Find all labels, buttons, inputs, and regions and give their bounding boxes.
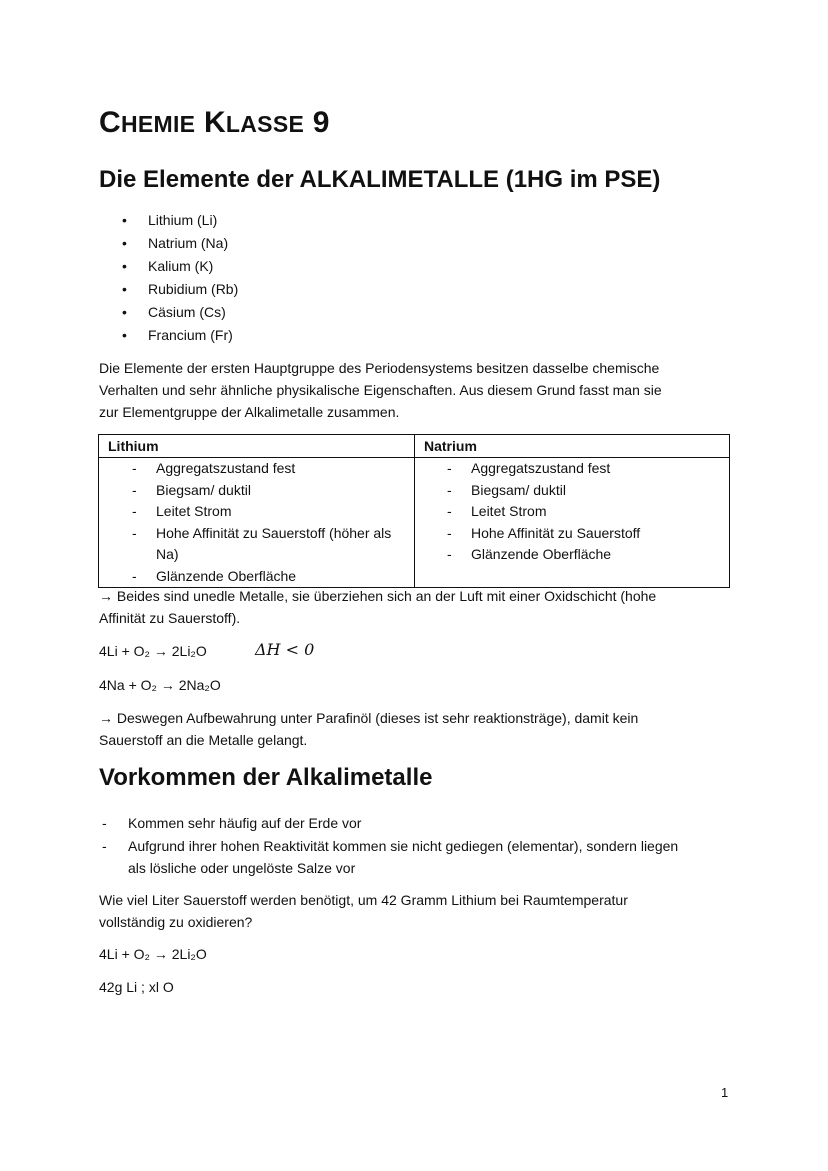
- paragraph-line: Verhalten und sehr ähnliche physikalische Eigenschaften. Aus diesem Grund fasst man sie: [99, 382, 662, 398]
- bullet-icon: •: [122, 304, 127, 320]
- header-lithium: Lithium: [99, 435, 415, 458]
- element-list: [122, 209, 238, 347]
- header-natrium: Natrium: [415, 435, 730, 458]
- lithium-property-list: [99, 458, 414, 587]
- dash-icon: -: [447, 503, 452, 519]
- title-word-klasse-rest: LASSE: [225, 111, 305, 137]
- element-label: Natrium (Na): [148, 235, 229, 251]
- element-label: Cäsium (Cs): [148, 304, 226, 320]
- dash-icon: -: [132, 567, 137, 584]
- dash-icon: -: [447, 524, 452, 541]
- dash-icon: -: [132, 503, 137, 519]
- paragraph-line: Sauerstoff an die Metalle gelangt.: [99, 732, 308, 748]
- dash-icon: -: [132, 460, 137, 476]
- list-item: [122, 255, 238, 278]
- list-item: [415, 544, 729, 566]
- list-item: [99, 458, 414, 480]
- list-item: [99, 480, 414, 502]
- heading-alkalimetalle: Die Elemente der ALKALIMETALLE (1HG im PSE): [99, 166, 661, 193]
- list-item: [99, 812, 699, 835]
- bullet-icon: •: [122, 235, 127, 251]
- bullet-icon: •: [122, 258, 127, 274]
- property-label: Biegsam/ duktil: [471, 481, 566, 498]
- list-item: [99, 523, 414, 566]
- paragraph-line: Die Elemente der ersten Hauptgruppe des Periodensystems besitzen dasselbe chemische: [99, 360, 660, 376]
- given-values: 42g Li ; xl O: [99, 979, 174, 995]
- element-label: Rubidium (Rb): [148, 281, 239, 297]
- list-item: [122, 232, 238, 255]
- page-number: 1: [721, 1085, 729, 1100]
- vorkommen-label: Kommen sehr häufig auf der Erde vor: [128, 815, 362, 831]
- comparison-table: [98, 434, 730, 588]
- property-label: Leitet Strom: [156, 503, 232, 519]
- list-item: [122, 278, 238, 301]
- list-item: [99, 501, 414, 523]
- title-initial-k: K: [203, 106, 226, 139]
- dash-icon: -: [102, 837, 107, 854]
- list-item: [122, 301, 238, 324]
- paragraph-line: Wie viel Liter Sauerstoff werden benötigt, um 42 Gramm Lithium bei Raumtemperatur: [99, 892, 628, 908]
- equation-question: 4Li + O₂ → 2Li₂O: [99, 946, 207, 962]
- list-item: [415, 501, 729, 523]
- enthalpy-expression: ΔH < 0: [255, 640, 315, 659]
- list-item: [415, 480, 729, 502]
- property-label: Aggregatszustand fest: [471, 460, 611, 476]
- oxide-note: [99, 585, 656, 629]
- property-label: Hohe Affinität zu Sauerstoff: [471, 524, 641, 541]
- list-item: [99, 566, 414, 588]
- dash-icon: -: [102, 815, 107, 831]
- storage-note: [99, 707, 638, 751]
- bullet-icon: •: [122, 327, 127, 343]
- element-label: Lithium (Li): [148, 212, 218, 228]
- list-item: [415, 458, 729, 480]
- bullet-icon: •: [122, 212, 127, 228]
- list-item: [122, 324, 238, 347]
- table-header-row: [99, 435, 730, 458]
- list-item: [415, 523, 729, 545]
- list-item: [99, 835, 699, 880]
- dash-icon: -: [132, 481, 137, 498]
- document-title: [99, 106, 330, 140]
- vorkommen-label: Aufgrund ihrer hohen Reaktivität kommen sie nicht gediegen (elementar), sondern liegen als lösliche oder ungelöste Salze vor: [128, 837, 679, 876]
- paragraph-line: Affinität zu Sauerstoff).: [99, 610, 241, 626]
- heading-vorkommen: Vorkommen der Alkalimetalle: [99, 764, 433, 791]
- title-number: 9: [312, 106, 330, 139]
- equation-lithium: 4Li + O₂ → 2Li₂O: [99, 643, 207, 659]
- vorkommen-list: [99, 812, 699, 880]
- bullet-icon: •: [122, 281, 127, 297]
- element-label: Kalium (K): [148, 258, 214, 274]
- property-label: Biegsam/ duktil: [156, 481, 251, 498]
- element-label: Francium (Fr): [148, 327, 233, 343]
- title-initial-c: C: [99, 106, 121, 139]
- paragraph-line: → Beides sind unedle Metalle, sie überziehen sich an der Luft mit einer Oxidschicht (hohe: [99, 588, 657, 604]
- cell-lithium-properties: [99, 458, 415, 588]
- dash-icon: -: [447, 481, 452, 498]
- dash-icon: -: [447, 546, 452, 562]
- property-label: Glänzende Oberfläche: [156, 567, 297, 584]
- paragraph-line: → Deswegen Aufbewahrung unter Parafinöl (dieses ist sehr reaktionsträge), damit kein: [99, 710, 639, 726]
- property-label: Glänzende Oberfläche: [471, 546, 612, 562]
- equation-natrium: 4Na + O₂ → 2Na₂O: [99, 677, 221, 693]
- property-label: Aggregatszustand fest: [156, 460, 296, 476]
- cell-natrium-properties: [415, 458, 730, 588]
- property-label: Leitet Strom: [471, 503, 547, 519]
- list-item: [122, 209, 238, 232]
- question-paragraph: [99, 889, 628, 933]
- intro-paragraph: [99, 357, 662, 423]
- dash-icon: -: [132, 524, 137, 541]
- dash-icon: -: [447, 460, 452, 476]
- paragraph-line: zur Elementgruppe der Alkalimetalle zusammen.: [99, 404, 400, 420]
- paragraph-line: vollständig zu oxidieren?: [99, 914, 253, 930]
- title-word-chemie-rest: HEMIE: [120, 111, 196, 137]
- property-label: Hohe Affinität zu Sauerstoff (höher als Na): [156, 524, 392, 562]
- natrium-property-list: [415, 458, 729, 566]
- table-row: [99, 458, 730, 588]
